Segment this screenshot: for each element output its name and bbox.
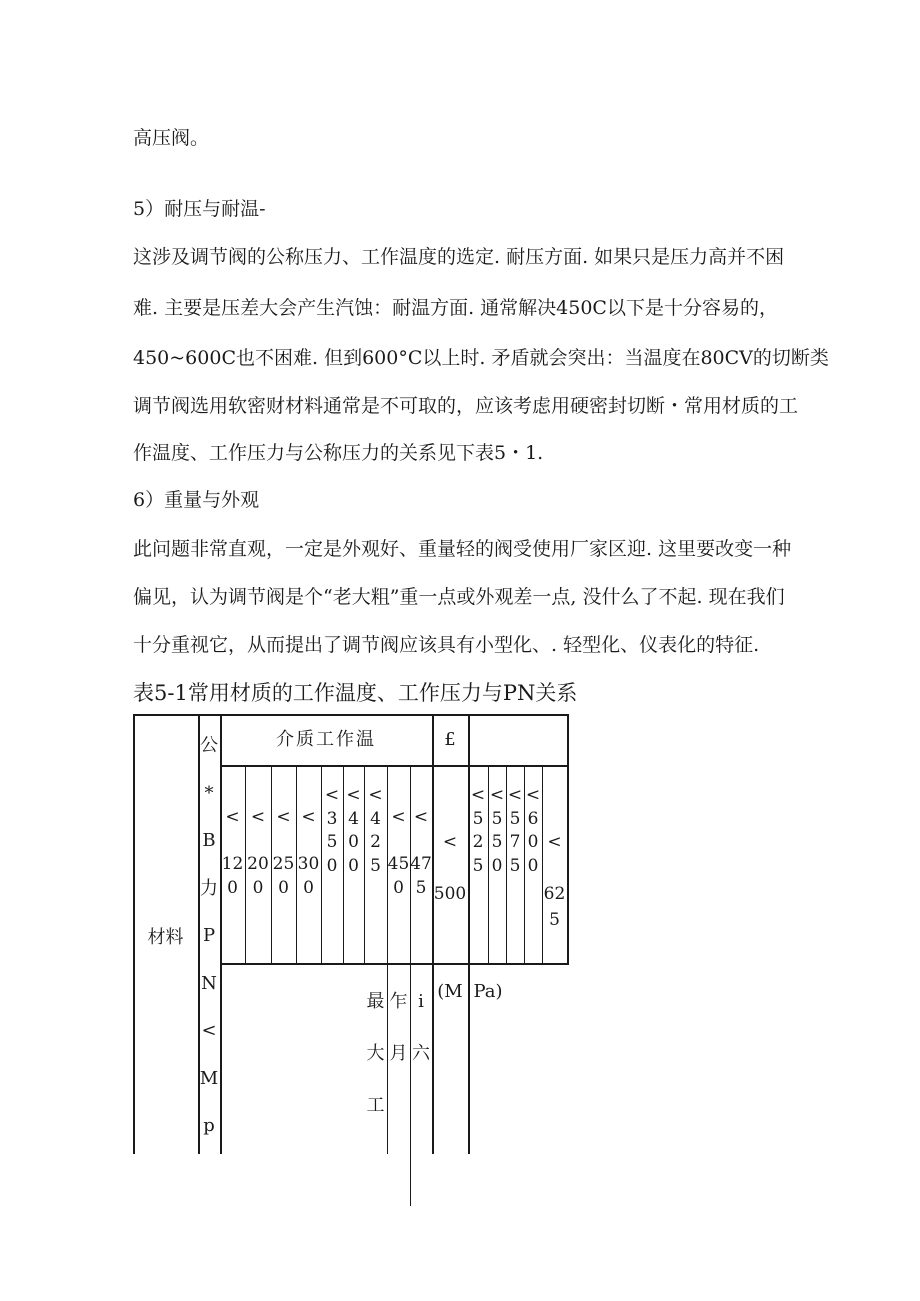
temp-column: < 500 xyxy=(433,832,467,904)
temp-column: < 6 0 0 xyxy=(525,785,541,876)
temp-column: < 12 0 xyxy=(221,807,244,898)
unit-label-left: (M xyxy=(437,981,463,1002)
text-line: 作温度、工作压力与公称压力的关系见下表5・1. xyxy=(133,442,544,464)
text-line: 这涉及调节阀的公称压力、工作温度的选定. 耐压方面. 如果只是压力高并不困 xyxy=(133,246,785,268)
text-line: 高压阀。 xyxy=(133,127,210,149)
temp-column: < 25 0 xyxy=(272,807,295,898)
temp-column: < 47 5 xyxy=(410,807,432,898)
material-header: 材料 xyxy=(147,927,184,948)
text-line: 十分重视它，从而提出了调节阀应该具有小型化、. 轻型化、仪表化的特征. xyxy=(133,634,760,656)
temp-column: < 5 2 5 xyxy=(470,785,486,876)
medium-temperature-header: 介质工作温 xyxy=(276,729,376,750)
temp-column: < 30 0 xyxy=(297,807,320,898)
text-line: 450~600C也不困难. 但到600°C以上时. 矛盾就会突出：当温度在80CV的切断类 xyxy=(133,347,829,369)
table-caption: 表5-1常用材质的工作温度、工作压力与PN关系 xyxy=(133,681,578,705)
text-line: 偏见，认为调节阀是个“老大粗”重一点或外观差一点, 没什么了不起. 现在我们 xyxy=(133,586,785,608)
temp-column: < 5 7 5 xyxy=(507,785,523,876)
temp-column: < 62 5 xyxy=(543,832,566,930)
text-line: 难. 主要是压差大会产生汽蚀：耐温方面. 通常解决450C以下是十分容易的， xyxy=(133,297,778,319)
temp-column: < 20 0 xyxy=(247,807,269,898)
force-label: i 六 xyxy=(412,991,430,1064)
text-line: 调节阀选用软密财材料通常是不可取的，应该考虑用硬密封切断・常用材质的工 xyxy=(133,395,799,417)
temp-column: < 3 5 0 xyxy=(324,785,340,876)
temp-column: < 4 0 0 xyxy=(346,785,361,876)
max-pressure-label: 最 大 工 xyxy=(366,991,385,1116)
section-heading-weight-appearance: 6）重量与外观 xyxy=(133,489,260,511)
temp-column: < 45 0 xyxy=(387,807,410,898)
temp-column: < 4 2 5 xyxy=(368,785,383,876)
text-line: 此问题非常直观，一定是外观好、重量轻的阀受使用厂家区迎. 这里要改变一种 xyxy=(133,538,792,560)
header-symbol: £ xyxy=(444,729,456,750)
unit-label-right: Pa) xyxy=(473,981,503,1002)
pn-column-header: 公 * B 力 P N < M p xyxy=(199,735,219,1136)
section-heading-pressure-temperature: 5）耐压与耐温- xyxy=(133,198,266,220)
material-pn-table xyxy=(133,714,569,1154)
work-label: 乍 月 xyxy=(389,991,408,1064)
temp-column: < 5 5 0 xyxy=(489,785,505,876)
